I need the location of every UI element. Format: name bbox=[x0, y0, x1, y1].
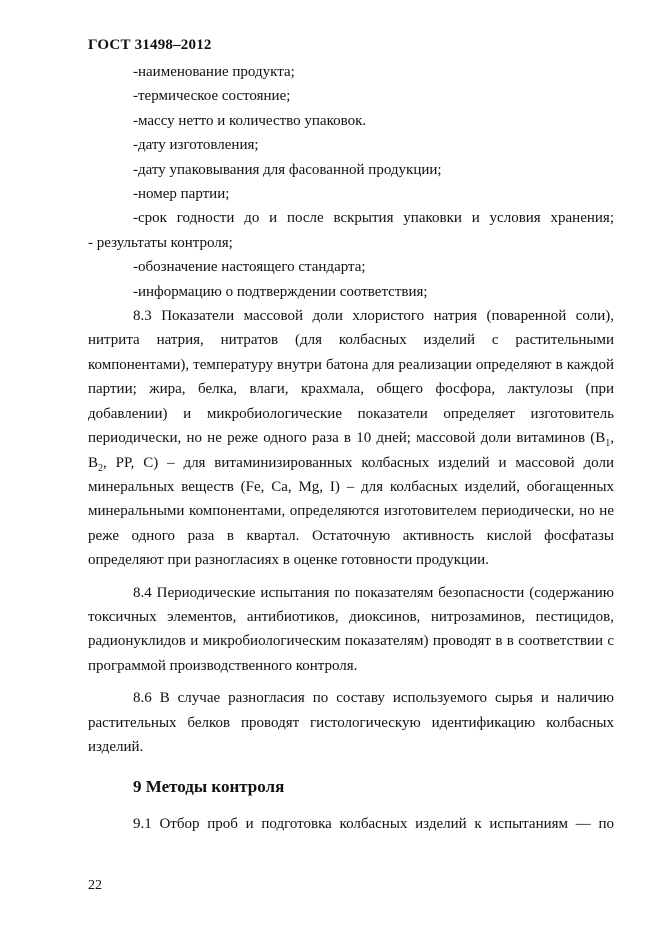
list-item: - результаты контроля; bbox=[88, 234, 233, 251]
list-item: -обозначение настоящего стандарта; bbox=[133, 259, 366, 276]
paragraph-9-1: 9.1 Отбор проб и подготовка колбасных изделий к испытаниям — по bbox=[133, 816, 614, 833]
paragraph-8-3-part2: , PP, C) – для витаминизированных колбасных изделий и массовой доли минеральных веществ (Fe, Ca, Mg, I) – для колбасных изделий, обогащенных минеральными компонентами, определяются изготовителем периодически, но не реже одного раза в квартал. Остаточную активность кислой фосфатазы определяют при разногласиях в оценке готовности продукции. bbox=[88, 454, 614, 569]
page-number: 22 bbox=[88, 878, 102, 893]
list-item: -срок годности до и после вскрытия упаковки и условия хранения; bbox=[133, 210, 614, 227]
standard-header: ГОСТ 31498–2012 bbox=[88, 37, 212, 53]
paragraph-8-3-part1: 8.3 Показатели массовой доли хлористого натрия (поваренной соли), нитрита натрия, нитратов (для колбасных изделий с растительными компонентами), температуру внутри батона для реализации определяют в каждой партии; жира, белка, влаги, крахмала, общего фосфора, лактулозы (при добавлении) и микробиологические показатели определяет изготовитель периодически, но не реже одного раза в 10 дней; массовой доли витаминов (B bbox=[88, 308, 614, 447]
list-item: -номер партии; bbox=[133, 186, 230, 203]
list-item: -наименование продукта; bbox=[133, 64, 295, 80]
body-text bbox=[88, 60, 614, 837]
section-heading: 9 Методы контроля bbox=[133, 777, 285, 797]
paragraph-8-3-separator: , B bbox=[88, 430, 614, 471]
list-item: -термическое состояние; bbox=[133, 88, 291, 105]
paragraph-8-3 bbox=[88, 304, 614, 572]
paragraph-8-6: 8.6 В случае разногласия по составу используемого сырья и наличию растительных белков проводят гистологическую идентификацию колбасных изделий. bbox=[88, 690, 614, 755]
vitamin-b2-subscript: 2 bbox=[98, 462, 104, 474]
vitamin-b1-subscript: 1 bbox=[605, 438, 611, 450]
list-item: -дату изготовления; bbox=[133, 137, 259, 154]
list-item: -дату упаковывания для фасованной продукции; bbox=[133, 161, 442, 178]
list-item: -информацию о подтверждении соответствия; bbox=[133, 283, 428, 300]
list-item: -массу нетто и количество упаковок. bbox=[133, 112, 367, 129]
paragraph-8-4: 8.4 Периодические испытания по показателям безопасности (содержанию токсичных элементов, антибиотиков, диоксинов, нитрозаминов, пестицидов, радионуклидов и микробиологическим показателям) проводят в в соответствии с программой производственного контроля. bbox=[88, 584, 614, 674]
